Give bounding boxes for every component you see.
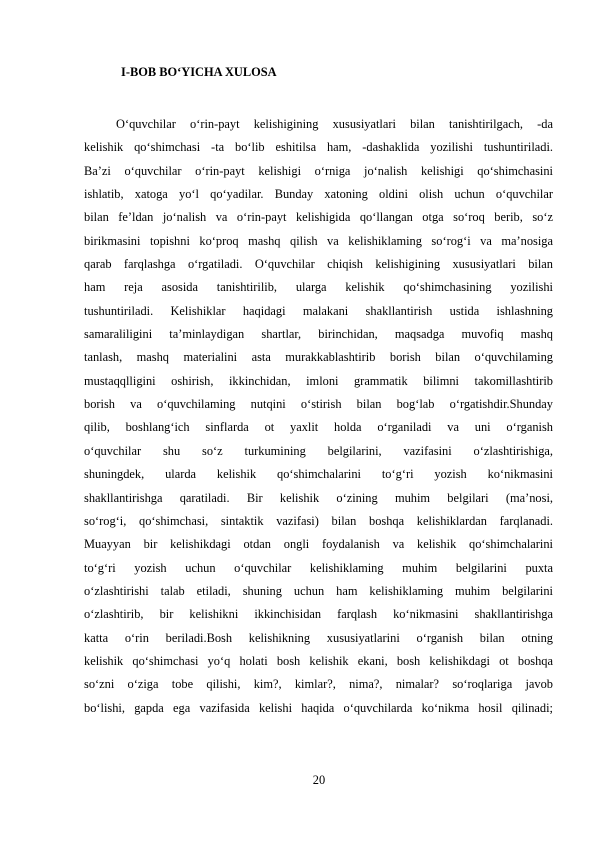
- chapter-conclusion-heading: I-BOB BO‘YICHA XULOSA: [121, 65, 277, 79]
- text-line: kelishik qo‘shimchasi yo‘q holati bosh kelishik ekani, bosh kelishikdagi ot boshqa: [84, 653, 553, 668]
- text-line: kelishik qo‘shimchasi -ta bo‘lib eshitilsa ham, -dashaklida yozilishi tushuntiriladi.: [84, 140, 553, 155]
- text-line: bo‘lishi, gapda ega vazifasida kelishi haqida o‘quvchilarda ko‘nikma hosil qilinadi;: [84, 700, 553, 715]
- text-line: to‘g‘ri yozish uchun o‘quvchilar kelishiklaming muhim belgilarini puxta: [84, 560, 553, 575]
- text-line: o‘zlashtirib, bir kelishikni ikkinchisidan farqlash ko‘nikmasini shakllantirishga: [84, 607, 553, 622]
- text-line: shakllantirishga qaratiladi. Bir kelishik o‘zining muhim belgilari (ma’nosi,: [84, 490, 553, 505]
- text-line: birikmasini topishni ko‘proq mashq qilish va kelishiklaming so‘rog‘i va ma’nosiga: [84, 233, 553, 248]
- text-line: Muayyan bir kelishikdagi otdan ongli foydalanish va kelishik qo‘shimchalarini: [84, 537, 553, 552]
- page-number: 20: [312, 773, 326, 787]
- text-line: mustaqqlligini oshirish, ikkinchidan, imloni grammatik bilimni takomillashtirib: [84, 373, 553, 388]
- text-line: tanlash, mashq materialini asta murakkablashtirib borish bilan o‘quvchilaming: [84, 350, 553, 365]
- text-line: katta o‘rin beriladi.Bosh kelishikning xususiyatlarini o‘rganish bilan otning: [84, 630, 553, 645]
- text-line: so‘zni o‘ziga tobe qilishi, kim?, kimlar?, nima?, nimalar? so‘roqlariga javob: [84, 677, 553, 692]
- text-line: ishlatib, xatoga yo‘l qo‘yadilar. Bunday xatoning oldini olish uchun o‘quvchilar: [84, 187, 553, 202]
- text-line: o‘quvchilar shu so‘z turkumining belgilarini, vazifasini o‘zlashtirishiga,: [84, 443, 553, 458]
- text-line: ham reja asosida tanishtirilib, ularga kelishik qo‘shimchasining yozilishi: [84, 280, 553, 295]
- text-line: qarab farqlashga o‘rgatiladi. O‘quvchilar chiqish kelishigining xususiyatlari bilan: [84, 257, 553, 272]
- text-line: shuningdek, ularda kelishik qo‘shimchalarini to‘g‘ri yozish ko‘nikmasini: [84, 467, 553, 482]
- text-line: so‘rog‘i, qo‘shimchasi, sintaktik vazifasi) bilan boshqa kelishiklardan farqlanadi.: [84, 513, 553, 528]
- text-line: tushuntiriladi. Kelishiklar haqidagi malakani shakllantirish ustida ishlashning: [84, 303, 553, 318]
- text-line: bilan fe’ldan jo‘nalish va o‘rin-payt kelishigida qo‘llangan otga so‘roq berib, so‘z: [84, 210, 553, 225]
- text-line: samaraliligini ta’minlaydigan shartlar, birinchidan, maqsadga muvofiq mashq: [84, 327, 553, 342]
- text-line: O‘quvchilar o‘rin-payt kelishigining xususiyatlari bilan tanishtirilgach, -da: [116, 117, 553, 131]
- body-paragraph: [84, 113, 553, 720]
- text-line: Ba’zi o‘quvchilar o‘rin-payt kelishigi o‘rniga jo‘nalish kelishigi qo‘shimchasini: [84, 163, 553, 178]
- text-line: borish va o‘quvchilaming nutqini o‘stirish bilan bog‘lab o‘rgatishdir.Shunday: [84, 397, 553, 412]
- text-line: qilib, boshlang‘ich sinflarda ot yaxlit holda o‘rganiladi va uni o‘rganish: [84, 420, 553, 435]
- text-line: o‘zlashtirishi talab etiladi, shuning uchun ham kelishiklaming muhim belgilarini: [84, 583, 553, 598]
